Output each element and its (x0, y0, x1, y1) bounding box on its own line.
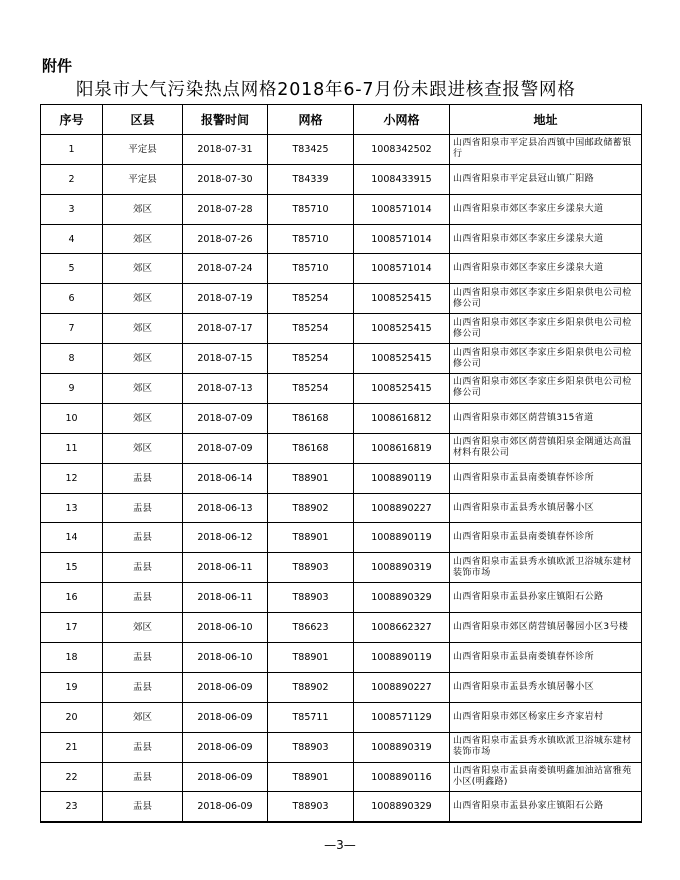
cell-grid: T88903 (268, 792, 354, 822)
cell-district: 郊区 (103, 314, 183, 344)
cell-district: 郊区 (103, 194, 183, 224)
cell-alarm-time: 2018-06-09 (183, 762, 268, 792)
header-sub-grid: 小网格 (354, 105, 450, 135)
cell-index: 9 (41, 374, 103, 404)
table-row (41, 762, 642, 792)
cell-alarm-time: 2018-06-10 (183, 643, 268, 673)
cell-alarm-time: 2018-06-14 (183, 463, 268, 493)
cell-district: 郊区 (103, 254, 183, 284)
cell-grid: T85710 (268, 194, 354, 224)
cell-grid: T88901 (268, 643, 354, 673)
cell-index: 19 (41, 672, 103, 702)
cell-index: 11 (41, 433, 103, 463)
cell-alarm-time: 2018-07-31 (183, 134, 268, 164)
cell-alarm-time: 2018-07-13 (183, 374, 268, 404)
cell-sub-grid: 1008890116 (354, 762, 450, 792)
cell-index: 17 (41, 613, 103, 643)
cell-sub-grid: 1008571129 (354, 702, 450, 732)
cell-grid: T85711 (268, 702, 354, 732)
cell-index: 23 (41, 792, 103, 822)
table-row (41, 194, 642, 224)
cell-address: 山西省阳泉市盂县南娄镇明鑫加油站富雅苑小区(明鑫路) (450, 762, 642, 792)
cell-sub-grid: 1008890329 (354, 792, 450, 822)
table-row (41, 314, 642, 344)
table-row (41, 672, 642, 702)
cell-address: 山西省阳泉市盂县孙家庄镇阳石公路 (450, 583, 642, 613)
cell-district: 盂县 (103, 792, 183, 822)
cell-grid: T85254 (268, 314, 354, 344)
cell-sub-grid: 1008890227 (354, 493, 450, 523)
table-row (41, 134, 642, 164)
cell-address: 山西省阳泉市郊区李家庄乡阳泉供电公司检修公司 (450, 284, 642, 314)
alarm-grid-table (40, 104, 642, 823)
table-row (41, 224, 642, 254)
cell-grid: T88903 (268, 732, 354, 762)
cell-address: 山西省阳泉市郊区李家庄乡漾泉大道 (450, 224, 642, 254)
cell-address: 山西省阳泉市盂县秀水镇欧派卫浴城东建材装饰市场 (450, 732, 642, 762)
cell-alarm-time: 2018-07-09 (183, 403, 268, 433)
cell-district: 盂县 (103, 732, 183, 762)
cell-index: 2 (41, 164, 103, 194)
cell-grid: T88902 (268, 672, 354, 702)
table-body (41, 134, 642, 822)
cell-address: 山西省阳泉市盂县南娄镇春怀诊所 (450, 643, 642, 673)
cell-index: 15 (41, 553, 103, 583)
cell-district: 盂县 (103, 463, 183, 493)
cell-index: 3 (41, 194, 103, 224)
cell-index: 1 (41, 134, 103, 164)
table-row (41, 643, 642, 673)
cell-alarm-time: 2018-06-11 (183, 583, 268, 613)
cell-address: 山西省阳泉市盂县秀水镇居馨小区 (450, 493, 642, 523)
cell-address: 山西省阳泉市郊区杨家庄乡齐家岩村 (450, 702, 642, 732)
cell-sub-grid: 1008662327 (354, 613, 450, 643)
header-index: 序号 (41, 105, 103, 135)
header-alarm-time: 报警时间 (183, 105, 268, 135)
header-grid: 网格 (268, 105, 354, 135)
table-row (41, 523, 642, 553)
cell-sub-grid: 1008525415 (354, 374, 450, 404)
cell-sub-grid: 1008890319 (354, 553, 450, 583)
cell-index: 7 (41, 314, 103, 344)
cell-district: 盂县 (103, 523, 183, 553)
cell-alarm-time: 2018-07-19 (183, 284, 268, 314)
cell-index: 4 (41, 224, 103, 254)
table-row (41, 613, 642, 643)
cell-alarm-time: 2018-07-17 (183, 314, 268, 344)
cell-alarm-time: 2018-07-26 (183, 224, 268, 254)
cell-grid: T86168 (268, 403, 354, 433)
cell-grid: T88903 (268, 583, 354, 613)
cell-address: 山西省阳泉市平定县冠山镇广阳路 (450, 164, 642, 194)
cell-district: 平定县 (103, 134, 183, 164)
cell-district: 郊区 (103, 344, 183, 374)
table-row (41, 403, 642, 433)
cell-alarm-time: 2018-06-11 (183, 553, 268, 583)
cell-district: 盂县 (103, 762, 183, 792)
cell-sub-grid: 1008890119 (354, 463, 450, 493)
cell-grid: T84339 (268, 164, 354, 194)
page-number: —3— (324, 838, 356, 852)
cell-grid: T88901 (268, 463, 354, 493)
cell-grid: T86168 (268, 433, 354, 463)
cell-index: 16 (41, 583, 103, 613)
cell-district: 盂县 (103, 493, 183, 523)
cell-address: 山西省阳泉市平定县冶西镇中国邮政储蓄银行 (450, 134, 642, 164)
cell-index: 10 (41, 403, 103, 433)
table-row (41, 702, 642, 732)
cell-grid: T86623 (268, 613, 354, 643)
cell-address: 山西省阳泉市盂县秀水镇欧派卫浴城东建材装饰市场 (450, 553, 642, 583)
document-title: 阳泉市大气污染热点网格2018年6-7月份未跟进核查报警网格 (76, 80, 576, 100)
cell-grid: T85254 (268, 344, 354, 374)
cell-index: 12 (41, 463, 103, 493)
cell-sub-grid: 1008525415 (354, 314, 450, 344)
cell-sub-grid: 1008890319 (354, 732, 450, 762)
cell-grid: T85710 (268, 254, 354, 284)
table-row (41, 374, 642, 404)
table-row (41, 254, 642, 284)
cell-index: 8 (41, 344, 103, 374)
cell-district: 郊区 (103, 613, 183, 643)
header-district: 区县 (103, 105, 183, 135)
cell-address: 山西省阳泉市盂县南娄镇春怀诊所 (450, 463, 642, 493)
cell-index: 13 (41, 493, 103, 523)
cell-index: 21 (41, 732, 103, 762)
cell-grid: T88903 (268, 553, 354, 583)
table-row (41, 433, 642, 463)
cell-index: 22 (41, 762, 103, 792)
cell-alarm-time: 2018-06-09 (183, 732, 268, 762)
cell-district: 盂县 (103, 553, 183, 583)
cell-alarm-time: 2018-07-15 (183, 344, 268, 374)
cell-grid: T88901 (268, 762, 354, 792)
header-address: 地址 (450, 105, 642, 135)
cell-alarm-time: 2018-06-09 (183, 672, 268, 702)
table-header-row (41, 105, 642, 135)
cell-address: 山西省阳泉市盂县秀水镇居馨小区 (450, 672, 642, 702)
cell-sub-grid: 1008571014 (354, 224, 450, 254)
table-row (41, 164, 642, 194)
cell-alarm-time: 2018-06-12 (183, 523, 268, 553)
table-row (41, 792, 642, 822)
cell-sub-grid: 1008525415 (354, 344, 450, 374)
cell-grid: T88901 (268, 523, 354, 553)
cell-address: 山西省阳泉市郊区李家庄乡阳泉供电公司检修公司 (450, 344, 642, 374)
cell-address: 山西省阳泉市郊区李家庄乡漾泉大道 (450, 194, 642, 224)
cell-address: 山西省阳泉市郊区荫营镇315省道 (450, 403, 642, 433)
cell-alarm-time: 2018-06-13 (183, 493, 268, 523)
cell-index: 20 (41, 702, 103, 732)
cell-sub-grid: 1008433915 (354, 164, 450, 194)
cell-sub-grid: 1008890119 (354, 523, 450, 553)
cell-alarm-time: 2018-06-09 (183, 792, 268, 822)
cell-alarm-time: 2018-07-30 (183, 164, 268, 194)
cell-alarm-time: 2018-07-24 (183, 254, 268, 284)
cell-district: 平定县 (103, 164, 183, 194)
cell-grid: T83425 (268, 134, 354, 164)
cell-sub-grid: 1008616812 (354, 403, 450, 433)
cell-address: 山西省阳泉市郊区李家庄乡阳泉供电公司检修公司 (450, 314, 642, 344)
cell-index: 6 (41, 284, 103, 314)
cell-address: 山西省阳泉市盂县南娄镇春怀诊所 (450, 523, 642, 553)
cell-index: 14 (41, 523, 103, 553)
cell-sub-grid: 1008571014 (354, 254, 450, 284)
cell-alarm-time: 2018-07-09 (183, 433, 268, 463)
cell-district: 郊区 (103, 374, 183, 404)
cell-district: 郊区 (103, 403, 183, 433)
cell-sub-grid: 1008342502 (354, 134, 450, 164)
table-row (41, 553, 642, 583)
cell-alarm-time: 2018-06-09 (183, 702, 268, 732)
cell-address: 山西省阳泉市盂县孙家庄镇阳石公路 (450, 792, 642, 822)
cell-district: 郊区 (103, 284, 183, 314)
table-row (41, 732, 642, 762)
table-row (41, 344, 642, 374)
cell-sub-grid: 1008890227 (354, 672, 450, 702)
attachment-label: 附件 (42, 57, 73, 75)
cell-alarm-time: 2018-07-28 (183, 194, 268, 224)
cell-grid: T88902 (268, 493, 354, 523)
cell-address: 山西省阳泉市郊区李家庄乡漾泉大道 (450, 254, 642, 284)
table-row (41, 583, 642, 613)
cell-district: 郊区 (103, 433, 183, 463)
cell-alarm-time: 2018-06-10 (183, 613, 268, 643)
cell-grid: T85710 (268, 224, 354, 254)
cell-district: 盂县 (103, 672, 183, 702)
cell-district: 郊区 (103, 702, 183, 732)
cell-district: 郊区 (103, 224, 183, 254)
cell-index: 18 (41, 643, 103, 673)
cell-index: 5 (41, 254, 103, 284)
cell-address: 山西省阳泉市郊区荫营镇阳泉金隅通达高温材料有限公司 (450, 433, 642, 463)
cell-address: 山西省阳泉市郊区李家庄乡阳泉供电公司检修公司 (450, 374, 642, 404)
cell-address: 山西省阳泉市郊区荫营镇居馨园小区3号楼 (450, 613, 642, 643)
cell-district: 盂县 (103, 643, 183, 673)
cell-sub-grid: 1008616819 (354, 433, 450, 463)
table-row (41, 493, 642, 523)
table-row (41, 284, 642, 314)
cell-grid: T85254 (268, 374, 354, 404)
table-row (41, 463, 642, 493)
cell-district: 盂县 (103, 583, 183, 613)
cell-sub-grid: 1008571014 (354, 194, 450, 224)
cell-sub-grid: 1008525415 (354, 284, 450, 314)
cell-sub-grid: 1008890119 (354, 643, 450, 673)
cell-sub-grid: 1008890329 (354, 583, 450, 613)
cell-grid: T85254 (268, 284, 354, 314)
